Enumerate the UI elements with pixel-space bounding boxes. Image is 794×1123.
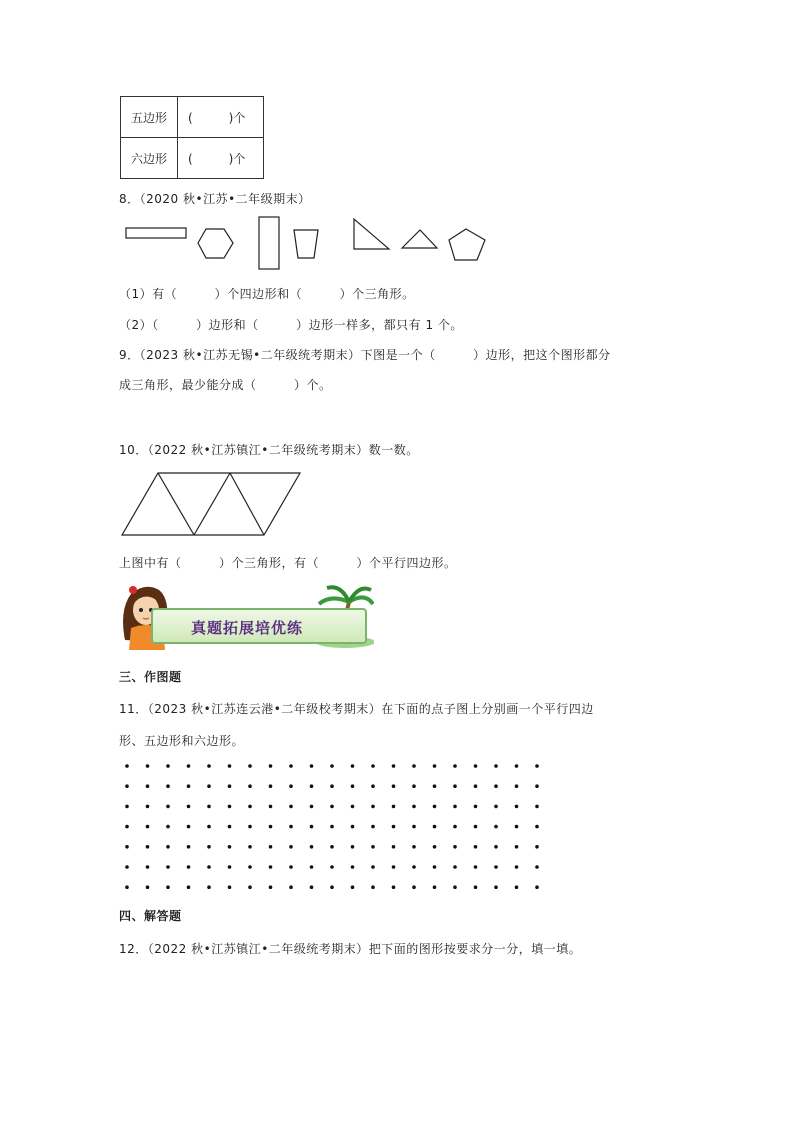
grid-dot <box>351 784 355 788</box>
grid-dot <box>146 865 150 869</box>
table-row <box>121 138 264 179</box>
grid-dot <box>351 825 355 829</box>
row-answer-blank: ( )个 <box>178 138 264 179</box>
grid-dot <box>371 845 375 849</box>
grid-dot <box>494 865 498 869</box>
grid-dot <box>228 764 232 768</box>
grid-dot <box>494 764 498 768</box>
shape-count-table <box>120 96 264 179</box>
grid-dot <box>207 845 211 849</box>
table-row <box>121 97 264 138</box>
grid-dot <box>207 764 211 768</box>
grid-dot <box>433 865 437 869</box>
grid-dot <box>187 764 191 768</box>
grid-dot <box>412 764 416 768</box>
grid-dot <box>228 805 232 809</box>
tall-rectangle-shape <box>259 217 279 269</box>
grid-dot <box>392 764 396 768</box>
grid-dot <box>125 784 129 788</box>
grid-dot <box>453 784 457 788</box>
grid-dot <box>351 865 355 869</box>
grid-dot <box>535 885 539 889</box>
grid-dot <box>146 825 150 829</box>
grid-dot <box>412 885 416 889</box>
divider-line <box>158 473 194 535</box>
grid-dot <box>289 845 293 849</box>
grid-dot <box>351 885 355 889</box>
grid-dot <box>289 885 293 889</box>
banner-title: 真题拓展培优练 <box>191 619 304 637</box>
q10-answer: 上图中有（ ）个三角形，有（ ）个平行四边形。 <box>119 556 457 570</box>
grid-dot <box>351 805 355 809</box>
q8-part1: （1）有（ ）个四边形和（ ）个三角形。 <box>119 287 415 301</box>
grid-dot <box>474 865 478 869</box>
section3-title: 三、作图题 <box>119 670 182 684</box>
grid-dot <box>474 885 478 889</box>
grid-dot <box>248 805 252 809</box>
grid-dot <box>330 825 334 829</box>
q10-triangles-figure <box>118 470 308 540</box>
q9-line2: 成三角形，最少能分成（ ）个。 <box>119 378 332 392</box>
grid-dot <box>248 764 252 768</box>
grid-dot <box>125 825 129 829</box>
trapezoid-shape <box>294 230 318 258</box>
grid-dot <box>187 805 191 809</box>
grid-dot <box>269 825 273 829</box>
grid-dot <box>351 845 355 849</box>
grid-dot <box>166 845 170 849</box>
q11-line2: 形、五边形和六边形。 <box>119 734 245 748</box>
grid-dot <box>535 805 539 809</box>
grid-dot <box>207 865 211 869</box>
q9-line1: 9．（2023 秋•江苏无锡•二年级统考期末）下图是一个（ ）边形，把这个图形都分 <box>119 348 611 362</box>
grid-dot <box>187 825 191 829</box>
long-rectangle-shape <box>126 228 186 238</box>
grid-dot <box>412 825 416 829</box>
grid-dot <box>371 885 375 889</box>
grid-dot <box>310 805 314 809</box>
grid-dot <box>166 805 170 809</box>
grid-dot <box>474 764 478 768</box>
grid-dot <box>392 805 396 809</box>
grid-dot <box>433 825 437 829</box>
grid-dot <box>269 865 273 869</box>
grid-dot <box>125 865 129 869</box>
grid-dot <box>392 825 396 829</box>
grid-dot <box>412 845 416 849</box>
grid-dot <box>228 885 232 889</box>
grid-dot <box>166 825 170 829</box>
grid-dot <box>474 805 478 809</box>
grid-dot <box>269 805 273 809</box>
grid-dot <box>269 764 273 768</box>
grid-dot <box>289 784 293 788</box>
grid-dot <box>125 885 129 889</box>
grid-dot <box>392 885 396 889</box>
grid-dot <box>474 845 478 849</box>
grid-dot <box>166 865 170 869</box>
grid-dot <box>310 865 314 869</box>
grid-dot <box>228 865 232 869</box>
q12-title: 12．（2022 秋•江苏镇江•二年级统考期末）把下面的图形按要求分一分，填一填。 <box>119 942 582 956</box>
grid-dot <box>371 764 375 768</box>
grid-dot <box>433 784 437 788</box>
grid-dot <box>187 885 191 889</box>
grid-dot <box>433 805 437 809</box>
grid-dot <box>453 845 457 849</box>
grid-dot <box>494 885 498 889</box>
grid-dot <box>453 805 457 809</box>
q11-line1: 11．（2023 秋•江苏连云港•二年级校考期末）在下面的点子图上分别画一个平行四边 <box>119 702 594 716</box>
grid-dot <box>515 825 519 829</box>
grid-dot <box>330 764 334 768</box>
grid-dot <box>187 865 191 869</box>
grid-dot <box>330 885 334 889</box>
grid-dot <box>433 885 437 889</box>
grid-dot <box>269 885 273 889</box>
grid-dot <box>228 845 232 849</box>
row-label: 五边形 <box>121 97 178 138</box>
grid-dot <box>494 845 498 849</box>
parallelogram-outline <box>122 473 300 535</box>
row-answer-blank: ( )个 <box>178 97 264 138</box>
dot-grid-figure <box>118 758 548 893</box>
grid-dot <box>125 845 129 849</box>
grid-dot <box>146 764 150 768</box>
q8-part2: （2）（ ）边形和（ ）边形一样多，都只有 1 个。 <box>119 318 463 332</box>
grid-dot <box>371 865 375 869</box>
hexagon-shape <box>198 229 233 258</box>
grid-dot <box>125 805 129 809</box>
grid-dot <box>310 764 314 768</box>
grid-dot <box>166 764 170 768</box>
divider-line <box>194 473 230 535</box>
grid-dot <box>515 885 519 889</box>
grid-dot <box>248 825 252 829</box>
grid-dot <box>166 885 170 889</box>
grid-dot <box>453 764 457 768</box>
grid-dot <box>310 885 314 889</box>
grid-dot <box>330 784 334 788</box>
q8-shapes-figure <box>120 212 500 276</box>
grid-dot <box>289 825 293 829</box>
right-triangle-shape <box>354 219 389 249</box>
grid-dot <box>392 865 396 869</box>
grid-dot <box>494 805 498 809</box>
grid-dot <box>535 764 539 768</box>
grid-dot <box>269 845 273 849</box>
grid-dot <box>453 885 457 889</box>
grid-dot <box>207 784 211 788</box>
triangle-shape <box>402 230 437 248</box>
grid-dot <box>310 845 314 849</box>
grid-dot <box>248 784 252 788</box>
grid-dot <box>207 885 211 889</box>
grid-dot <box>433 764 437 768</box>
grid-dot <box>146 784 150 788</box>
grid-dot <box>371 825 375 829</box>
grid-dot <box>289 805 293 809</box>
grid-dot <box>248 865 252 869</box>
grid-dot <box>207 805 211 809</box>
grid-dot <box>535 784 539 788</box>
grid-dot <box>371 784 375 788</box>
grid-dot <box>351 764 355 768</box>
grid-dot <box>187 845 191 849</box>
grid-dot <box>330 865 334 869</box>
grid-dot <box>412 805 416 809</box>
grid-dot <box>433 845 437 849</box>
grid-dot <box>166 784 170 788</box>
grid-dot <box>453 865 457 869</box>
grid-dot <box>125 764 129 768</box>
grid-dot <box>187 784 191 788</box>
grid-dot <box>515 764 519 768</box>
grid-dot <box>207 825 211 829</box>
grid-dot <box>412 784 416 788</box>
grid-dot <box>310 825 314 829</box>
q8-title: 8．（2020 秋•江苏•二年级期末） <box>119 192 311 206</box>
grid-dot <box>535 825 539 829</box>
grid-dot <box>228 825 232 829</box>
grid-dot <box>474 784 478 788</box>
grid-dot <box>289 764 293 768</box>
grid-dot <box>371 805 375 809</box>
grid-dot <box>515 845 519 849</box>
grid-dot <box>310 784 314 788</box>
grid-dot <box>248 885 252 889</box>
grid-dot <box>453 825 457 829</box>
grid-dot <box>228 784 232 788</box>
grid-dot <box>330 805 334 809</box>
divider-line <box>230 473 264 535</box>
grid-dot <box>392 784 396 788</box>
row-label: 六边形 <box>121 138 178 179</box>
q10-title: 10．（2022 秋•江苏镇江•二年级统考期末）数一数。 <box>119 443 419 457</box>
grid-dot <box>494 784 498 788</box>
grid-dot <box>474 825 478 829</box>
pentagon-shape <box>449 229 485 260</box>
grid-dot <box>330 845 334 849</box>
grid-dot <box>146 805 150 809</box>
section4-title: 四、解答题 <box>119 909 182 923</box>
grid-dot <box>269 784 273 788</box>
grid-dot <box>535 845 539 849</box>
grid-dot <box>515 805 519 809</box>
grid-dot <box>392 845 396 849</box>
grid-dot <box>494 825 498 829</box>
grid-dot <box>412 865 416 869</box>
grid-dot <box>146 845 150 849</box>
grid-dot <box>289 865 293 869</box>
grid-dot <box>248 845 252 849</box>
grid-dot <box>535 865 539 869</box>
section-banner <box>119 580 374 650</box>
grid-dot <box>515 865 519 869</box>
grid-dot <box>515 784 519 788</box>
grid-dot <box>146 885 150 889</box>
